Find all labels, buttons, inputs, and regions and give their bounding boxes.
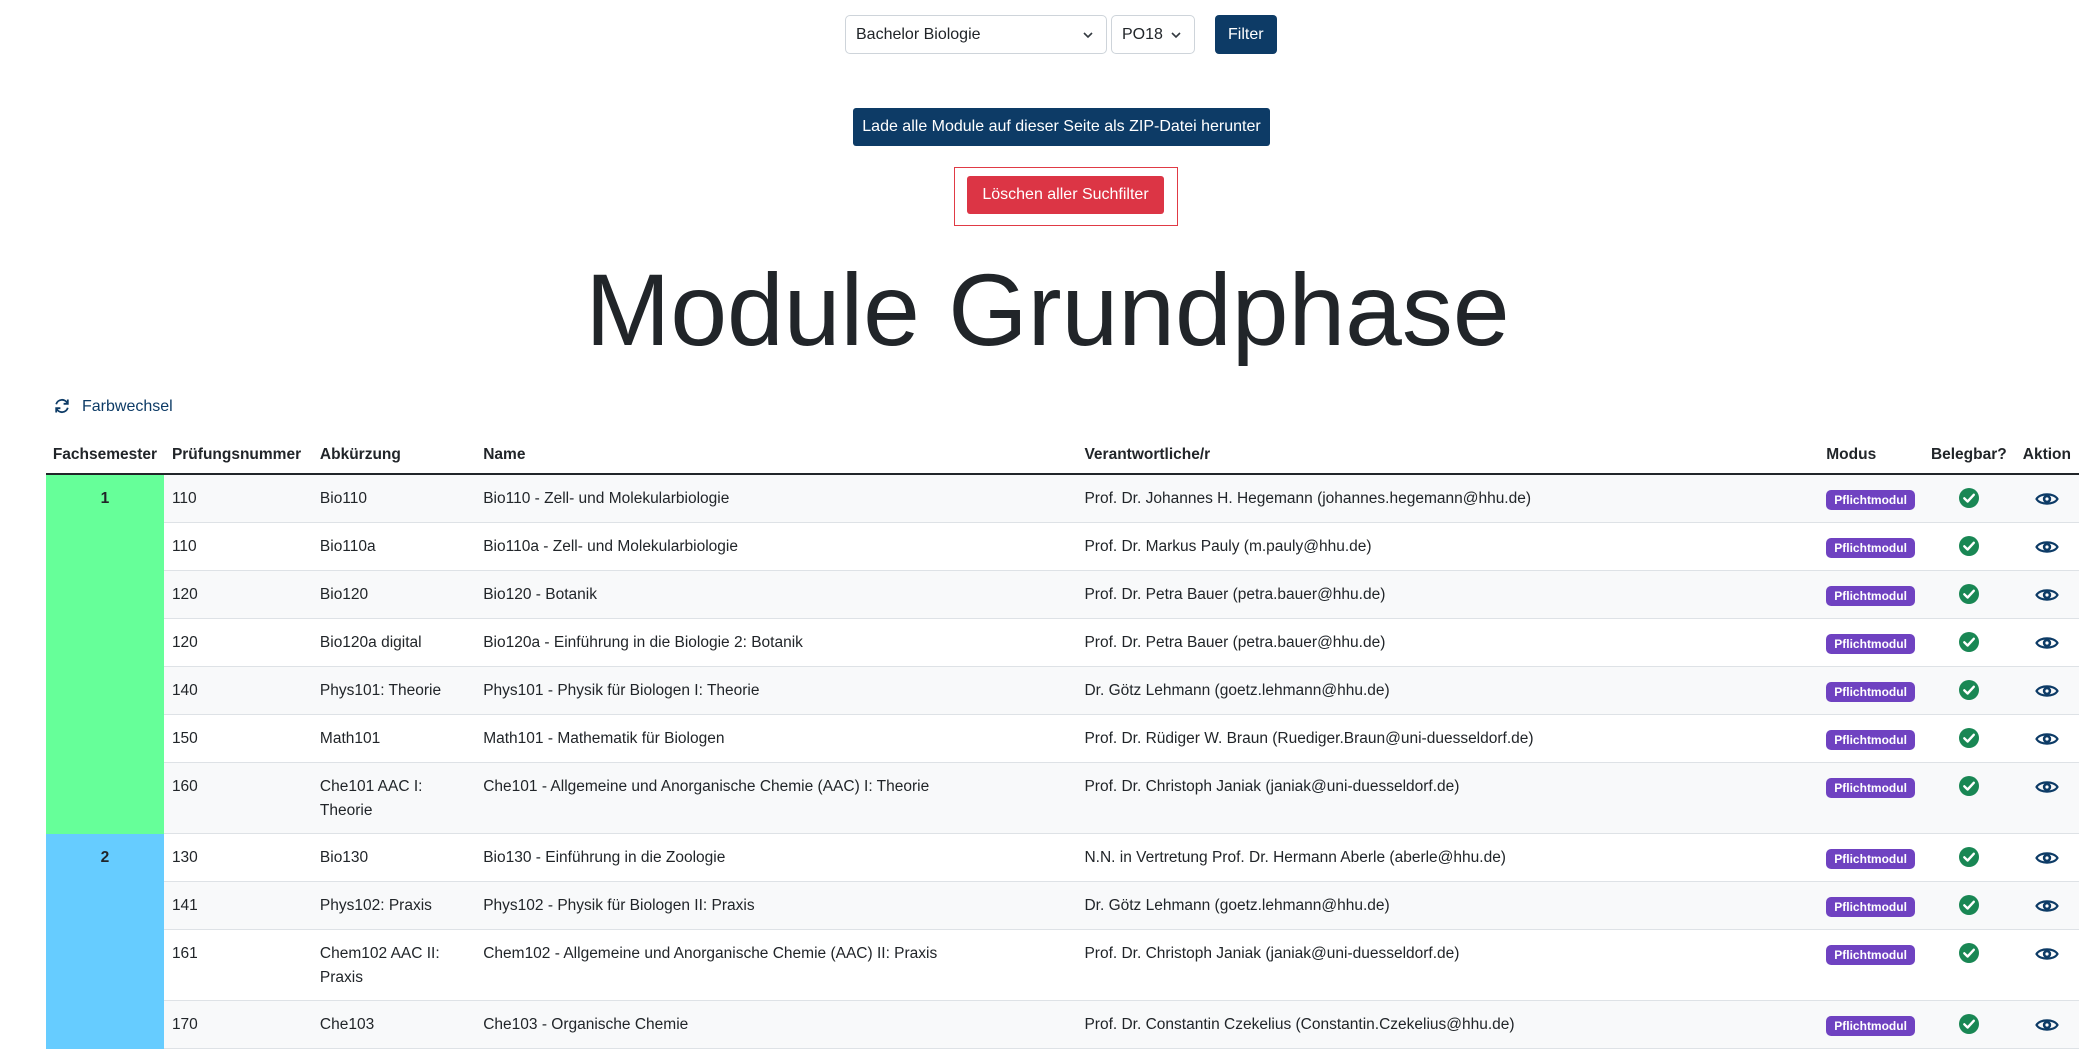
download-zip-button[interactable]: Lade alle Module auf dieser Seite als ZIP-Datei herunter [853, 108, 1270, 146]
exam-number-cell: 120 [164, 619, 312, 667]
action-cell[interactable] [2015, 474, 2079, 523]
mode-badge: Pflichtmodul [1826, 849, 1915, 869]
name-cell: Che101 - Allgemeine und Anorganische Chemie (AAC) I: Theorie [475, 763, 1076, 834]
mode-cell [1818, 715, 1923, 763]
po-select-value: PO18 [1122, 25, 1163, 43]
header-exam-number[interactable]: Prüfungsnummer [164, 436, 312, 474]
check-circle-icon [1958, 727, 1980, 749]
eye-icon[interactable] [2035, 1013, 2059, 1037]
exam-number-cell: 120 [164, 571, 312, 619]
name-cell: Bio120a - Einführung in die Biologie 2: Botanik [475, 619, 1076, 667]
bookable-cell [1923, 930, 2015, 1001]
header-abbreviation[interactable]: Abkürzung [312, 436, 475, 474]
table-body [46, 474, 2079, 1049]
eye-icon[interactable] [2035, 487, 2059, 511]
mode-badge: Pflichtmodul [1826, 682, 1915, 702]
mode-badge: Pflichtmodul [1826, 634, 1915, 654]
exam-number-cell: 170 [164, 1001, 312, 1049]
mode-badge: Pflichtmodul [1826, 490, 1915, 510]
table-row [46, 882, 2079, 930]
page-title: Module Grundphase [585, 253, 1510, 367]
exam-number-cell: 141 [164, 882, 312, 930]
name-cell: Bio120 - Botanik [475, 571, 1076, 619]
mode-badge: Pflichtmodul [1826, 945, 1915, 965]
action-cell[interactable] [2015, 882, 2079, 930]
responsible-cell: Dr. Götz Lehmann (goetz.lehmann@hhu.de) [1076, 667, 1818, 715]
mode-badge: Pflichtmodul [1826, 1016, 1915, 1036]
exam-number-cell: 110 [164, 523, 312, 571]
po-select[interactable] [1111, 15, 1195, 54]
responsible-cell: Prof. Dr. Christoph Janiak (janiak@uni-duesseldorf.de) [1076, 763, 1818, 834]
name-cell: Bio110a - Zell- und Molekularbiologie [475, 523, 1076, 571]
action-cell[interactable] [2015, 1001, 2079, 1049]
action-cell[interactable] [2015, 619, 2079, 667]
abbreviation-cell: Math101 [312, 715, 475, 763]
semester-cell: 1 [46, 474, 164, 834]
abbreviation-cell: Bio110 [312, 474, 475, 523]
mode-cell [1818, 763, 1923, 834]
check-circle-icon [1958, 583, 1980, 605]
bookable-cell [1923, 763, 2015, 834]
header-mode[interactable]: Modus [1818, 436, 1923, 474]
name-cell: Che103 - Organische Chemie [475, 1001, 1076, 1049]
reset-filters-button[interactable]: Löschen aller Suchfilter [967, 176, 1164, 214]
mode-cell [1818, 667, 1923, 715]
filter-bar [845, 15, 1277, 54]
eye-icon[interactable] [2035, 942, 2059, 966]
check-circle-icon [1958, 631, 1980, 653]
abbreviation-cell: Bio120 [312, 571, 475, 619]
abbreviation-cell: Bio110a [312, 523, 475, 571]
mode-badge: Pflichtmodul [1826, 730, 1915, 750]
action-cell[interactable] [2015, 834, 2079, 882]
exam-number-cell: 140 [164, 667, 312, 715]
table-row [46, 523, 2079, 571]
eye-icon[interactable] [2035, 846, 2059, 870]
mode-cell [1818, 930, 1923, 1001]
mode-cell [1818, 474, 1923, 523]
chevron-down-icon [1082, 29, 1094, 41]
name-cell: Phys101 - Physik für Biologen I: Theorie [475, 667, 1076, 715]
responsible-cell: Prof. Dr. Johannes H. Hegemann (johannes.hegemann@hhu.de) [1076, 474, 1818, 523]
bookable-cell [1923, 1001, 2015, 1049]
table-row [46, 619, 2079, 667]
exam-number-cell: 110 [164, 474, 312, 523]
action-cell[interactable] [2015, 667, 2079, 715]
program-select-value: Bachelor Biologie [856, 25, 981, 43]
mode-cell [1818, 523, 1923, 571]
mode-cell [1818, 619, 1923, 667]
modules-table [46, 436, 2079, 1049]
mode-badge: Pflichtmodul [1826, 538, 1915, 558]
color-switch-link[interactable] [52, 396, 173, 416]
header-bookable[interactable]: Belegbar? [1923, 436, 2015, 474]
responsible-cell: Prof. Dr. Petra Bauer (petra.bauer@hhu.de) [1076, 571, 1818, 619]
responsible-cell: Prof. Dr. Rüdiger W. Braun (Ruediger.Braun@uni-duesseldorf.de) [1076, 715, 1818, 763]
name-cell: Chem102 - Allgemeine und Anorganische Chemie (AAC) II: Praxis [475, 930, 1076, 1001]
abbreviation-cell: Che103 [312, 1001, 475, 1049]
check-circle-icon [1958, 679, 1980, 701]
table-row [46, 667, 2079, 715]
refresh-icon [52, 396, 72, 416]
eye-icon[interactable] [2035, 727, 2059, 751]
action-cell[interactable] [2015, 715, 2079, 763]
bookable-cell [1923, 882, 2015, 930]
header-responsible[interactable]: Verantwortliche/r [1076, 436, 1818, 474]
responsible-cell: N.N. in Vertretung Prof. Dr. Hermann Aberle (aberle@hhu.de) [1076, 834, 1818, 882]
abbreviation-cell: Bio130 [312, 834, 475, 882]
eye-icon[interactable] [2035, 583, 2059, 607]
eye-icon[interactable] [2035, 894, 2059, 918]
mode-cell [1818, 1001, 1923, 1049]
bookable-cell [1923, 523, 2015, 571]
abbreviation-cell: Che101 AAC I: Theorie [312, 763, 475, 834]
semester-cell: 2 [46, 834, 164, 1049]
bookable-cell [1923, 667, 2015, 715]
mode-badge: Pflichtmodul [1826, 778, 1915, 798]
responsible-cell: Prof. Dr. Christoph Janiak (janiak@uni-duesseldorf.de) [1076, 930, 1818, 1001]
bookable-cell [1923, 834, 2015, 882]
action-cell[interactable] [2015, 763, 2079, 834]
table-row [46, 715, 2079, 763]
responsible-cell: Prof. Dr. Constantin Czekelius (Constantin.Czekelius@hhu.de) [1076, 1001, 1818, 1049]
mode-badge: Pflichtmodul [1826, 897, 1915, 917]
check-circle-icon [1958, 775, 1980, 797]
responsible-cell: Prof. Dr. Petra Bauer (petra.bauer@hhu.de) [1076, 619, 1818, 667]
bookable-cell [1923, 619, 2015, 667]
exam-number-cell: 130 [164, 834, 312, 882]
check-circle-icon [1958, 1013, 1980, 1035]
eye-icon[interactable] [2035, 775, 2059, 799]
mode-cell [1818, 571, 1923, 619]
header-action: Aktion [2015, 436, 2079, 474]
color-switch-label: Farbwechsel [82, 398, 173, 415]
action-cell[interactable] [2015, 523, 2079, 571]
table-row [46, 834, 2079, 882]
table-row [46, 571, 2079, 619]
filter-button[interactable]: Filter [1215, 15, 1277, 54]
eye-icon[interactable] [2035, 535, 2059, 559]
abbreviation-cell: Phys101: Theorie [312, 667, 475, 715]
action-cell[interactable] [2015, 571, 2079, 619]
exam-number-cell: 161 [164, 930, 312, 1001]
table-header-row [46, 436, 2079, 474]
abbreviation-cell: Bio120a digital [312, 619, 475, 667]
abbreviation-cell: Chem102 AAC II: Praxis [312, 930, 475, 1001]
bookable-cell [1923, 571, 2015, 619]
mode-cell [1818, 882, 1923, 930]
header-name[interactable]: Name [475, 436, 1076, 474]
table-row [46, 1001, 2079, 1049]
bookable-cell [1923, 474, 2015, 523]
header-semester[interactable]: Fachsemester [46, 436, 164, 474]
check-circle-icon [1958, 535, 1980, 557]
check-circle-icon [1958, 942, 1980, 964]
mode-badge: Pflichtmodul [1826, 586, 1915, 606]
mode-cell [1818, 834, 1923, 882]
action-cell[interactable] [2015, 930, 2079, 1001]
eye-icon[interactable] [2035, 631, 2059, 655]
reset-filters-frame [954, 167, 1178, 226]
responsible-cell: Prof. Dr. Markus Pauly (m.pauly@hhu.de) [1076, 523, 1818, 571]
check-circle-icon [1958, 846, 1980, 868]
chevron-down-icon [1170, 29, 1182, 41]
responsible-cell: Dr. Götz Lehmann (goetz.lehmann@hhu.de) [1076, 882, 1818, 930]
name-cell: Bio130 - Einführung in die Zoologie [475, 834, 1076, 882]
bookable-cell [1923, 715, 2015, 763]
modules-table-wrapper [46, 436, 2079, 1049]
eye-icon[interactable] [2035, 679, 2059, 703]
name-cell: Math101 - Mathematik für Biologen [475, 715, 1076, 763]
name-cell: Phys102 - Physik für Biologen II: Praxis [475, 882, 1076, 930]
check-circle-icon [1958, 487, 1980, 509]
table-row [46, 763, 2079, 834]
check-circle-icon [1958, 894, 1980, 916]
table-row [46, 474, 2079, 523]
table-row [46, 930, 2079, 1001]
program-select[interactable] [845, 15, 1107, 54]
exam-number-cell: 150 [164, 715, 312, 763]
exam-number-cell: 160 [164, 763, 312, 834]
name-cell: Bio110 - Zell- und Molekularbiologie [475, 474, 1076, 523]
abbreviation-cell: Phys102: Praxis [312, 882, 475, 930]
